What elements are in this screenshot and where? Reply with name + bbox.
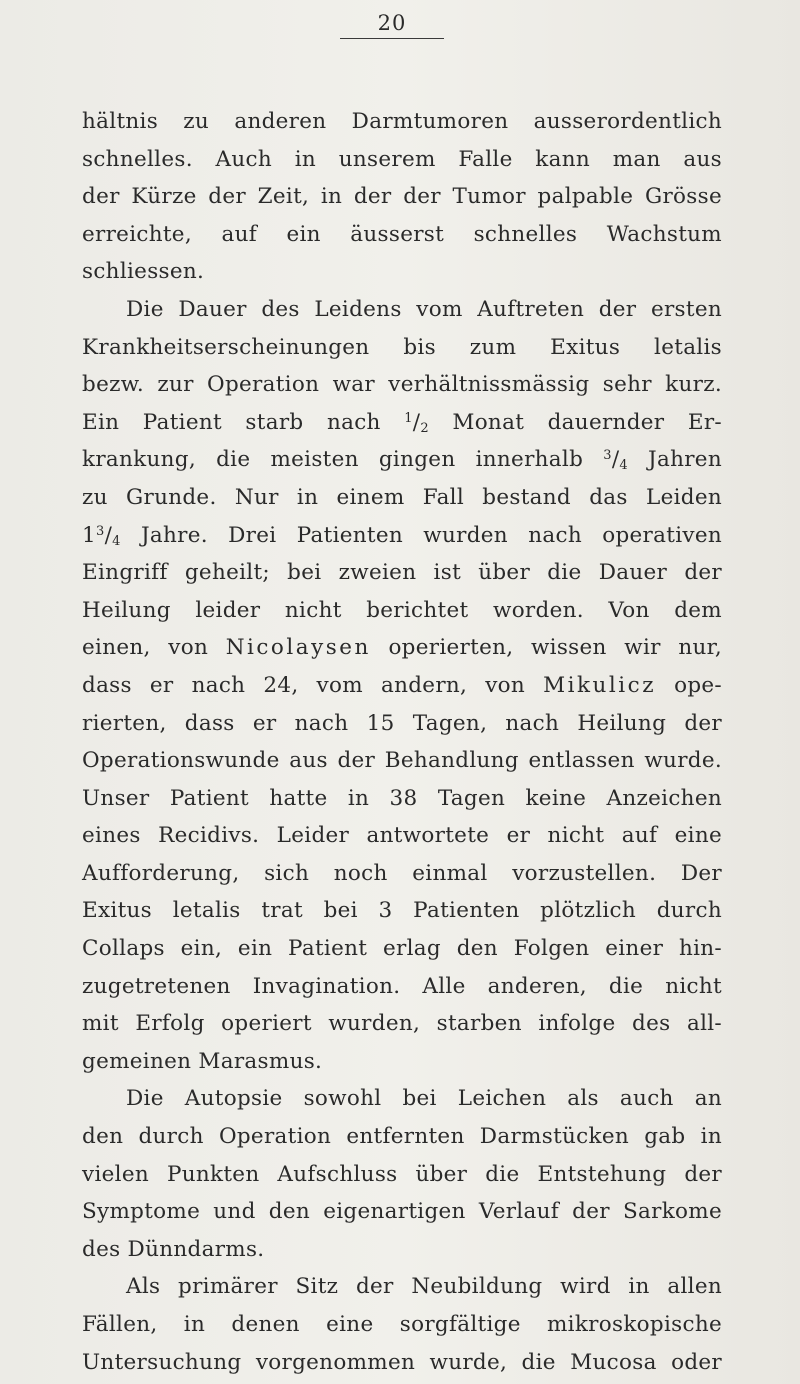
text-fragment: dass er nach 24, vom andern, von bbox=[82, 672, 526, 698]
fraction-denominator: 2 bbox=[420, 420, 429, 436]
text-line: rierten, dass er nach 15 Tagen, nach Heilung der bbox=[82, 710, 722, 736]
text-line: Operationswunde aus der Behandlung entlassen wurde. bbox=[82, 748, 722, 774]
author-name-nicolaysen: Nicolaysen bbox=[225, 635, 371, 661]
text-line: Die Dauer des Leidens vom Auftreten der ersten bbox=[126, 296, 722, 322]
text-line: Untersuchung vorgenommen wurde, die Mucosa oder bbox=[82, 1349, 722, 1375]
text-line: Die Autopsie sowohl bei Leichen als auch an bbox=[126, 1086, 722, 1112]
text-fragment: Jahre. Drei Patienten wurden nach operativen bbox=[140, 522, 722, 548]
fraction-numerator: 1 bbox=[404, 410, 413, 426]
text-fragment: ope- bbox=[674, 672, 722, 698]
text-fragment: einen, von bbox=[82, 635, 209, 661]
fraction-numerator: 3 bbox=[95, 523, 105, 539]
text-line: den durch Operation entfernten Darmstücken gab in bbox=[82, 1124, 722, 1150]
text-line: zugetretenen Invagination. Alle anderen, die nicht bbox=[82, 973, 722, 999]
text-line: der Kürze der Zeit, in der der Tumor palpable Grösse bbox=[82, 184, 722, 210]
text-line bbox=[82, 629, 722, 667]
text-line: des Dünndarms. bbox=[82, 1236, 265, 1262]
mixed-fraction: $1^3/_4$ bbox=[82, 522, 121, 549]
text-line: erreichte, auf ein äusserst schnelles Wachstum bbox=[82, 221, 722, 247]
text-fragment: Monat dauernder Er- bbox=[452, 409, 722, 435]
fraction-three-quarters: $^3/_4$ bbox=[603, 447, 628, 474]
text-fragment: krankung, die meisten gingen innerhalb bbox=[82, 447, 584, 473]
page-number: 20 bbox=[340, 10, 444, 39]
text-line: Krankheitserscheinungen bis zum Exitus letalis bbox=[82, 334, 722, 360]
text-line: Eingriff geheilt; bei zweien ist über die Dauer der bbox=[82, 560, 722, 586]
text-line: Heilung leider nicht berichtet worden. Von dem bbox=[82, 597, 722, 623]
text-line: mit Erfolg operiert wurden, starben infolge des all- bbox=[82, 1011, 722, 1037]
text-line: Unser Patient hatte in 38 Tagen keine Anzeichen bbox=[82, 785, 722, 811]
text-line: eines Recidivs. Leider antwortete er nicht auf eine bbox=[82, 823, 722, 849]
author-name-mikulicz: Mikulicz bbox=[543, 672, 657, 698]
fraction-numerator: 3 bbox=[603, 448, 612, 464]
text-line: schnelles. Auch in unserem Falle kann man aus bbox=[82, 146, 722, 172]
text-line: hältnis zu anderen Darmtumoren ausserordentlich bbox=[82, 109, 722, 134]
fraction-denominator: 4 bbox=[619, 458, 628, 474]
text-line: vielen Punkten Aufschluss über die Entstehung der bbox=[82, 1161, 722, 1187]
text-line: bezw. zur Operation war verhältnissmässig sehr kurz. bbox=[82, 372, 722, 398]
text-line bbox=[82, 667, 722, 705]
body-text bbox=[82, 103, 722, 1381]
text-line bbox=[82, 441, 722, 479]
fraction-denominator: 4 bbox=[112, 533, 121, 549]
text-line: gemeinen Marasmus. bbox=[82, 1048, 323, 1074]
text-fragment: operierten, wissen wir nur, bbox=[388, 635, 722, 661]
text-line bbox=[82, 404, 722, 442]
text-fragment: Jahren bbox=[648, 447, 722, 473]
fraction-half: $^1/_2$ bbox=[404, 409, 429, 436]
text-line: Fällen, in denen eine sorgfältige mikroskopische bbox=[82, 1312, 722, 1337]
text-line: Als primärer Sitz der Neubildung wird in allen bbox=[126, 1274, 722, 1300]
text-line: zu Grunde. Nur in einem Fall bestand das Leiden bbox=[82, 484, 722, 510]
text-line: Collaps ein, ein Patient erlag den Folgen einer hin- bbox=[82, 936, 722, 962]
text-line bbox=[82, 517, 722, 555]
text-line: Symptome und den eigenartigen Verlauf der Sarkome bbox=[82, 1199, 722, 1225]
text-fragment: Ein Patient starb nach bbox=[82, 409, 381, 435]
text-line: Aufforderung, sich noch einmal vorzustellen. Der bbox=[82, 860, 722, 886]
text-line: schliessen. bbox=[82, 259, 205, 285]
text-line: Exitus letalis trat bei 3 Patienten plötzlich durch bbox=[82, 898, 722, 924]
fraction-integer: 1 bbox=[82, 522, 96, 548]
